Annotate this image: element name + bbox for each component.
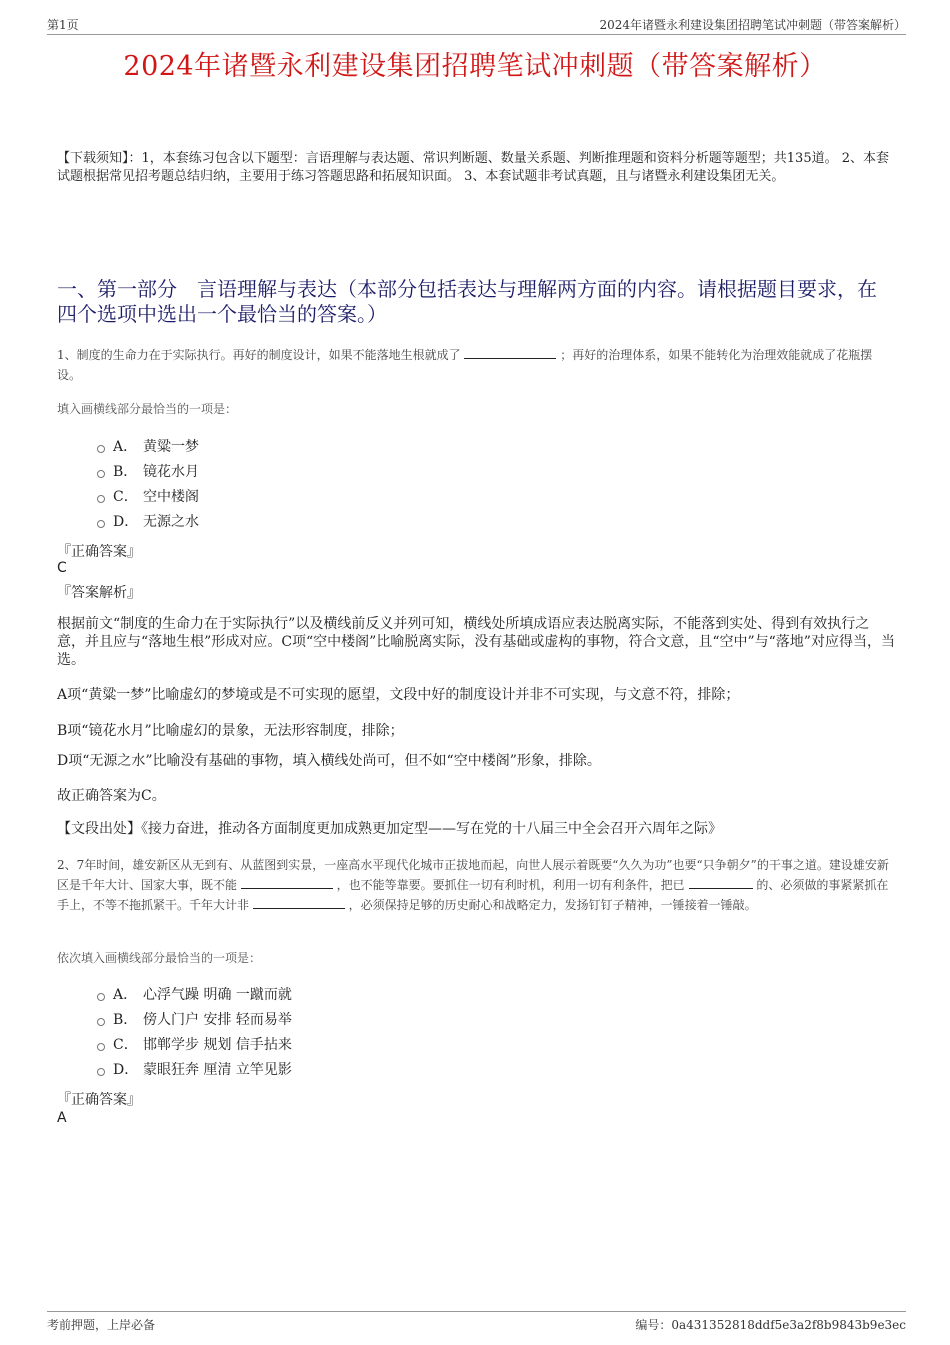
radio-icon[interactable]: [97, 1018, 105, 1026]
radio-icon[interactable]: [97, 993, 105, 1001]
question-2-answer: A: [57, 1110, 67, 1126]
section-heading: 一、第一部分 言语理解与表达（本部分包括表达与理解两方面的内容。请根据题目要求，在四个选项中选出一个最恰当的答案。）: [57, 277, 877, 326]
question-2-options: [97, 981, 292, 1081]
source-citation: 【文段出处】《接力奋进，推动各方面制度更加成熟更加定型——写在党的十八届三中全会召开六周年之际》: [57, 821, 722, 837]
footer-slogan: 考前押题，上岸必备: [47, 1318, 156, 1332]
question-2-text-part3: 的、必须做的事紧紧抓在手上，不等不拖抓紧干。千年大计非: [57, 878, 889, 912]
question-2-option-d[interactable]: D． 蒙眼狂奔 厘清 立竿见影: [97, 1056, 292, 1081]
question-2-option-c[interactable]: C． 邯郸学步 规划 信手拈来: [97, 1031, 292, 1056]
analysis-paragraph: D项“无源之水”比喻没有基础的事物，填入横线处尚可，但不如“空中楼阁”形象，排除。: [57, 753, 601, 769]
question-1-option-b[interactable]: B． 镜花水月: [97, 458, 199, 483]
page-number: 第1页: [47, 18, 79, 32]
question-2-text-part4: ，必须保持足够的历史耐心和战略定力，发扬钉钉子精神，一锤接着一锤敲。: [348, 898, 757, 912]
analysis-paragraph: 故正确答案为C。: [57, 788, 166, 804]
question-1-text-part2: ；再好的治理体系，如果不能转化为治理效能就成了花瓶摆设。: [57, 348, 873, 382]
question-1-analysis-label: 『答案解析』: [57, 585, 141, 601]
question-1-blank: [464, 346, 556, 359]
question-2-instruction: 依次填入画横线部分最恰当的一项是：: [57, 951, 262, 965]
question-2-blank-2: [689, 876, 753, 889]
question-1-options: [97, 433, 199, 533]
question-2-option-b[interactable]: B． 傍人门户 安排 轻而易举: [97, 1006, 292, 1031]
page-footer: [47, 1311, 906, 1332]
question-2-text-part2: ，也不能等靠要。要抓住一切有利时机，利用一切有利条件，把已: [336, 878, 685, 892]
question-1-option-c[interactable]: C． 空中楼阁: [97, 483, 199, 508]
download-notice: 【下载须知】：1，本套练习包含以下题型：言语理解与表达题、常识判断题、数量关系题、判断推理题和资料分析题等题型；共135道。 2、本套试题根据常见招考题总结归纳，主要用于练习答题思路和拓展知识面。 3、本套试题非考试真题，且与诸暨永利建设集团无关。: [57, 151, 889, 184]
analysis-paragraph: 根据前文“制度的生命力在于实际执行”以及横线前反义并列可知，横线处所填成语应表达脱离实际，不能落到实处、得到有效执行之意，并且应与“落地生根”形成对应。C项“空中楼阁”比喻脱离实际，没有基础或虚构的事物，符合文意，且“空中”与“落地”对应得当，当选。: [57, 616, 895, 668]
question-2-blank-1: [241, 876, 333, 889]
question-1-answer-label: 『正确答案』: [57, 544, 141, 560]
question-2-stem: [57, 855, 895, 915]
radio-icon[interactable]: [97, 445, 105, 453]
radio-icon[interactable]: [97, 1043, 105, 1051]
radio-icon[interactable]: [97, 520, 105, 528]
question-2-answer-label: 『正确答案』: [57, 1092, 141, 1108]
question-2-text-part1: 2、7年时间，雄安新区从无到有、从蓝图到实景，一座高水平现代化城市正拔地而起，向世人展示着既要“久久为功”也要“只争朝夕”的干事之道。建设雄安新区是千年大计、国家大事，既不能: [57, 858, 889, 892]
question-1-stem: [57, 345, 895, 385]
radio-icon[interactable]: [97, 1068, 105, 1076]
running-title: 2024年诸暨永利建设集团招聘笔试冲刺题（带答案解析）: [599, 18, 906, 32]
question-1-option-d[interactable]: D． 无源之水: [97, 508, 199, 533]
document-id: 编号：0a431352818ddf5e3a2f8b9843b9e3ec: [635, 1318, 906, 1332]
question-2-option-a[interactable]: A． 心浮气躁 明确 一蹴而就: [97, 981, 292, 1006]
page-header: [47, 14, 906, 35]
radio-icon[interactable]: [97, 495, 105, 503]
analysis-paragraph: B项“镜花水月”比喻虚幻的景象，无法形容制度，排除；: [57, 723, 404, 739]
document-title: 2024年诸暨永利建设集团招聘笔试冲刺题（带答案解析）: [123, 51, 827, 82]
question-1-instruction: 填入画横线部分最恰当的一项是：: [57, 402, 238, 416]
question-1-text-part1: 1、制度的生命力在于实际执行。再好的制度设计，如果不能落地生根就成了: [57, 348, 461, 362]
question-2-blank-3: [253, 896, 345, 909]
question-1-option-a[interactable]: A． 黄粱一梦: [97, 433, 199, 458]
analysis-paragraph: A项“黄粱一梦”比喻虚幻的梦境或是不可实现的愿望，文段中好的制度设计并非不可实现，与文意不符，排除；: [57, 687, 740, 703]
radio-icon[interactable]: [97, 470, 105, 478]
question-1-answer: C: [57, 560, 67, 576]
